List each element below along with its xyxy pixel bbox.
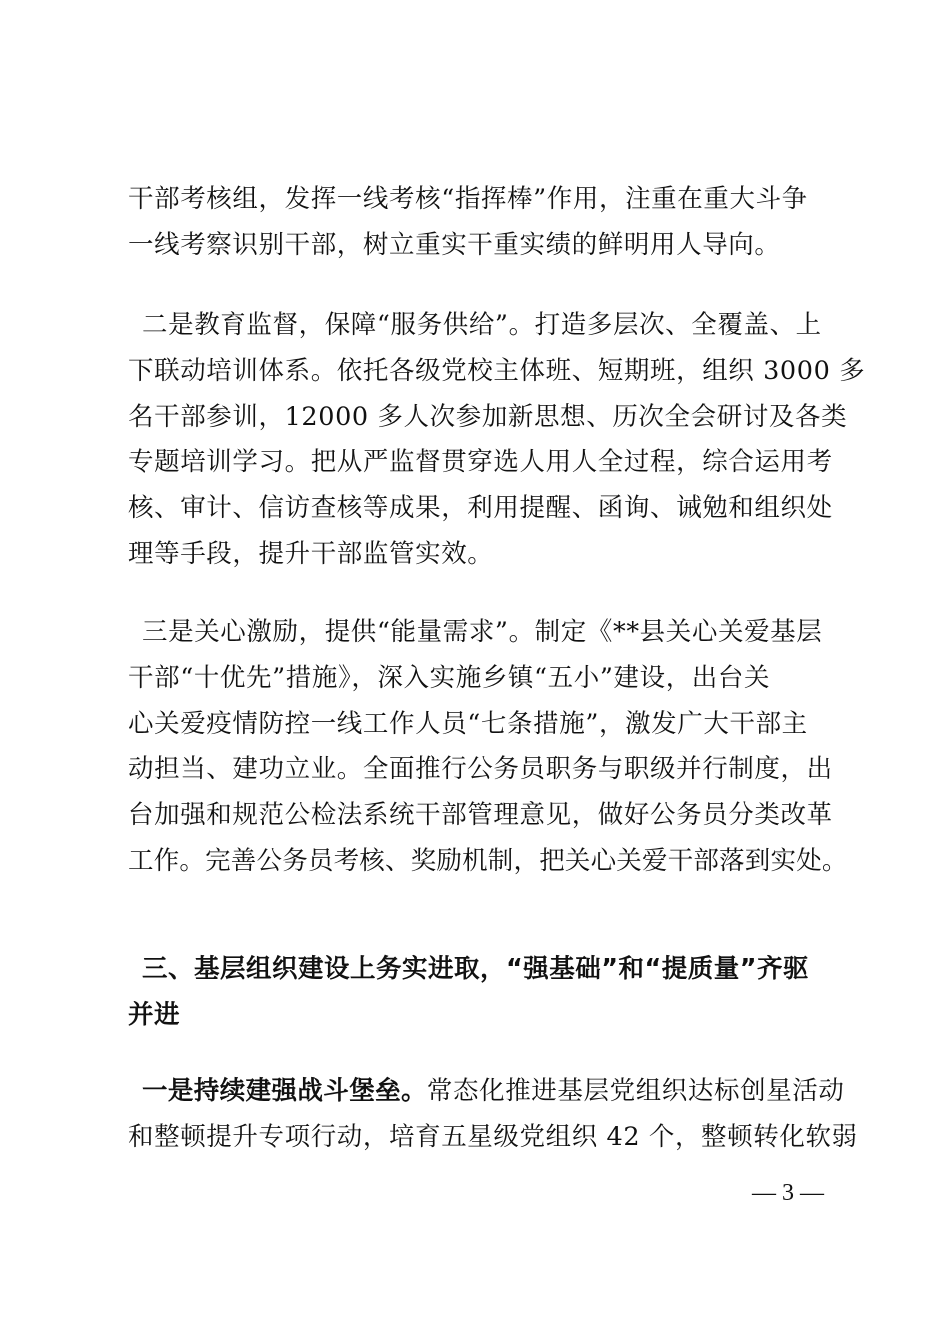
paragraph-lead: 一是持续建强战斗堡垒。: [142, 1076, 427, 1106]
paragraph-line: 干部“十优先”措施》，深入实施乡镇“五小”建设，出台关: [128, 663, 771, 693]
paragraph-line: 心关爱疫情防控一线工作人员“七条措施”，激发广大干部主: [128, 709, 808, 739]
paragraph-line: 理等手段，提升干部监管实效。: [128, 539, 494, 569]
page-number: — 3 —: [752, 1180, 824, 1206]
paragraph-line: 下联动培训体系。依托各级党校主体班、短期班，组织 3000 多: [128, 356, 866, 386]
paragraph-text: 常态化推进基层党组织达标创星活动: [426, 1076, 845, 1106]
section-heading: 三、基层组织建设上务实进取，“强基础”和“提质量”齐驱: [142, 954, 810, 984]
paragraph-line: [142, 1075, 848, 1107]
paragraph-line: 工作。完善公务员考核、奖励机制，把关心关爱干部落到实处。: [128, 846, 848, 876]
paragraph-line: 核、审计、信访查核等成果，利用提醒、函询、诫勉和组织处: [128, 493, 833, 523]
paragraph-line: 和整顿提升专项行动，培育五星级党组织 42 个，整顿转化软弱: [128, 1122, 858, 1152]
section-heading: 并进: [128, 1000, 181, 1030]
paragraph-line: 动担当、建功立业。全面推行公务员职务与职级并行制度，出: [128, 754, 833, 784]
paragraph-line: 专题培训学习。把从严监督贯穿选人用人全过程，综合运用考: [128, 447, 833, 477]
paragraph-line: 台加强和规范公检法系统干部管理意见，做好公务员分类改革: [128, 800, 833, 830]
paragraph-line: 一线考察识别干部，树立重实干重实绩的鲜明用人导向。: [128, 230, 781, 260]
paragraph-line: 名干部参训，12000 多人次参加新思想、历次全会研讨及各类: [128, 402, 848, 432]
paragraph-line: 干部考核组，发挥一线考核“指挥棒”作用，注重在重大斗争: [128, 184, 808, 214]
paragraph-line: 三是关心激励，提供“能量需求”。制定《**县关心关爱基层: [142, 617, 823, 647]
paragraph-line: 二是教育监督，保障“服务供给”。打造多层次、全覆盖、上: [142, 310, 822, 340]
